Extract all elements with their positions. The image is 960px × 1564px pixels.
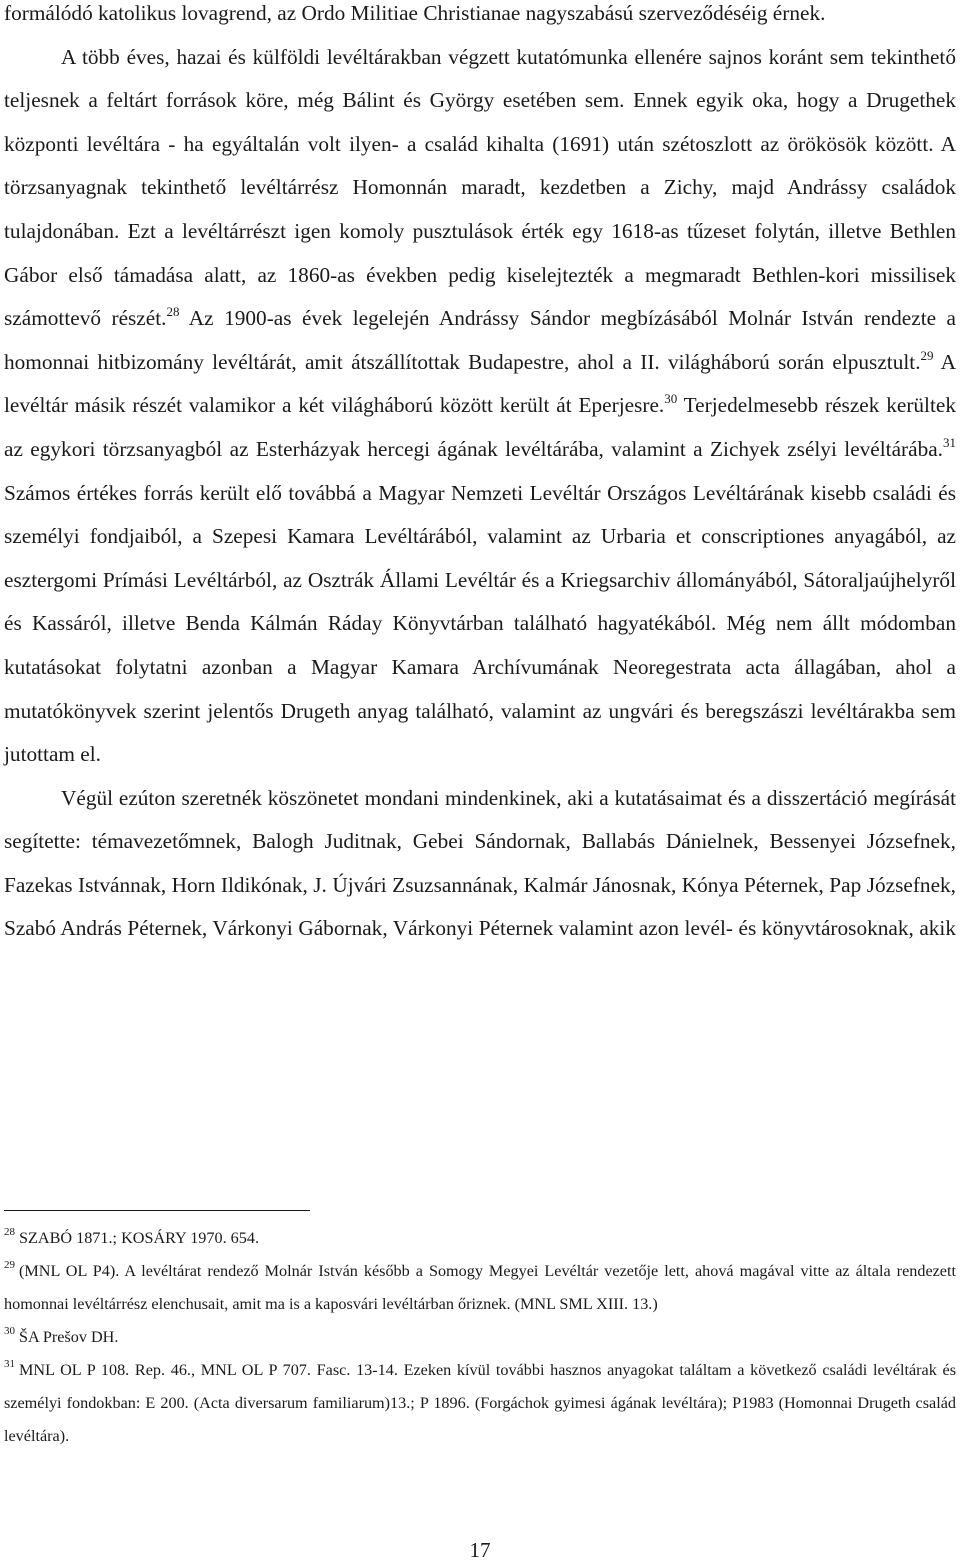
- paragraph-2-text: Az 1900-as évek legelején Andrássy Sándor megbízásából Molnár István rendezte a homonnai hitbizomány levéltárát, amit átszállítottak Budapestre, ahol a II. világháború során elpusztult.: [4, 306, 957, 374]
- footnote-separator: [4, 1210, 310, 1211]
- footnote-ref-29[interactable]: 29: [920, 347, 934, 363]
- paragraph-2: [4, 36, 956, 777]
- footnote-ref-31[interactable]: 31: [943, 434, 956, 450]
- paragraph-2-text: Számos értékes forrás került elő továbbá a Magyar Nemzeti Levéltár Országos Levéltárának kisebb családi és személyi fondjaiból, a Szepesi Kamara Levéltárából, valamint az Urbaria et conscriptiones anyagából, az esztergomi Prímási Levéltárból, az Osztrák Állami Levéltár és a Kriegsarchiv állományából, Sátoraljaújhelyről és Kassáról, illetve Benda Kálmán Ráday Könyvtárban található hagyatékából. Még nem állt módomban kutatásokat folytatni azonban a Magyar Kamara Archívumának Neoregestrata acta állagában, ahol a mutatókönyvek szerint jelentős Drugeth anyag található, valamint az ungvári és beregszászi levéltárakba sem jutottam el.: [4, 480, 956, 767]
- paragraph-2-text: A több éves, hazai és külföldi levéltárakban végzett kutatómunka ellenére sajnos koránt sem tekinthető teljesnek a feltárt források köre, még Bálint és György esetében sem. Ennek egyik oka, hogy a Drugethek központi levéltára - ha egyáltalán volt ilyen- a család kihalta (1691) után szétoszlott az örökösök között. A törzsanyagnak tekinthető levéltárrész Homonnán maradt, kezdetben a Zichy, majd Andrássy családok tulajdonában. Ezt a levéltárrészt igen komoly pusztulások érték egy 1618-as tűzeset folytán, illetve Bethlen Gábor első támadása alatt, az 1860-as években pedig kiselejtezték a megmaradt Bethlen-kori missilisek számottevő részét.: [4, 44, 956, 331]
- paragraph-2-text: A levéltár másik részét valamikor a két világháború között került át Eperjesre.: [4, 349, 957, 418]
- footnote-text: (MNL OL P4). A levéltárat rendező Molnár István később a Somogy Megyei Levéltár vezetője lett, ahová magával vitte az általa rendezett homonnai levéltárrész elenchusait, amit ma is a kaposvári levéltárban őriznek. (MNL SML XIII. 13.): [4, 1262, 956, 1313]
- footnote-31: [4, 1354, 956, 1453]
- footnote-text: MNL OL P 108. Rep. 46., MNL OL P 707. Fasc. 13-14. Ezeken kívül további hasznos anyagokat találtam a következő családi levéltárak és személyi fondokban: E 200. (Acta diversarum familiarum)13.; P 1896. (Forgáchok gyimesi ágának levéltára); P1983 (Homonnai Drugeth család levéltára).: [4, 1361, 956, 1445]
- footnote-text: ŠA Prešov DH.: [19, 1328, 119, 1346]
- paragraph-2-text: Terjedelmesebb részek kerültek az egykori törzsanyagból az Esterházyak hercegi ágának levéltárába, valamint a Zichyek zsélyi levéltárába.: [4, 393, 956, 461]
- page-number: 17: [469, 1538, 491, 1562]
- footnote-ref-28[interactable]: 28: [166, 304, 180, 320]
- footnote-number: 30: [4, 1325, 15, 1337]
- footnote-text: SZABÓ 1871.; KOSÁRY 1970. 654.: [19, 1229, 259, 1247]
- paragraph-3: Végül ezúton szeretnék köszönetet mondani mindenkinek, aki a kutatásaimat és a disszertáció megírását segítette: témavezetőmnek, Balogh Juditnak, Gebei Sándornak, Ballabás Dánielnek, Bessenyei Józsefnek, Fazekas Istvánnak, Horn Ildikónak, J. Újvári Zsuzsannának, Kalmár Jánosnak, Kónya Péternek, Pap Józsefnek, Szabó András Péternek, Várkonyi Gábornak, Várkonyi Péternek valamint azon levél- és könyvtárosoknak, akik: [4, 785, 956, 941]
- body-text: [4, 0, 956, 951]
- footnote-number: 28: [4, 1226, 15, 1238]
- footnote-28: [4, 1222, 956, 1255]
- footnote-29: [4, 1255, 956, 1321]
- footnote-30: [4, 1321, 956, 1354]
- paragraph-1: formálódó katolikus lovagrend, az Ordo Militiae Christianae nagyszabású szerveződéséig érnek.: [4, 1, 826, 25]
- footnote-number: 31: [4, 1358, 15, 1370]
- footnote-number: 29: [4, 1259, 15, 1271]
- footnotes: [4, 1222, 956, 1453]
- footnote-ref-30[interactable]: 30: [664, 391, 678, 407]
